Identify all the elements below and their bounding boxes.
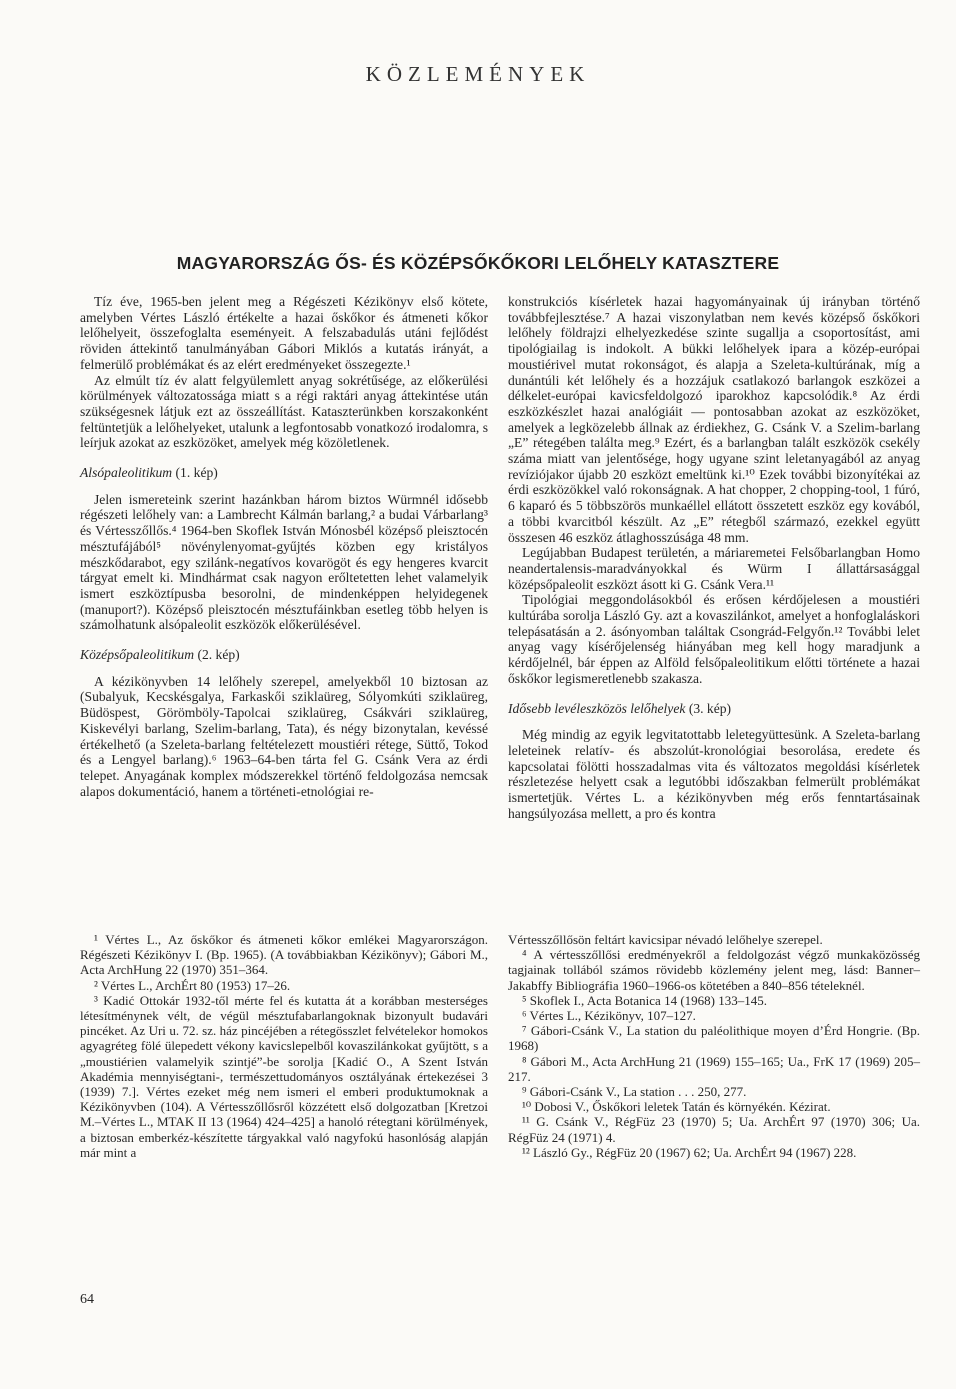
page-number: 64	[80, 1292, 94, 1307]
footnote: ¹¹ G. Csánk V., RégFüz 23 (1970) 5; Ua. ArchÉrt 97 (1970) 306; Ua. RégFüz 24 (1971) 4.	[508, 1114, 920, 1145]
footnotes-left	[80, 932, 488, 1160]
footnote: ¹ Vértes L., Az őskőkor és átmeneti kőkor emlékei Magyarországon. Régészeti Kézikönyv I. (Bp. 1965). (A továbbiakban Kézikönyv); Gábori M., Acta ArchHung 22 (1970) 351–364.	[80, 932, 488, 978]
footnotes-right	[508, 932, 920, 1160]
footnote: Vértesszőllősön feltárt kavicsipar névadó lelőhelye szerepel.	[508, 932, 823, 947]
section-title: Idősebb levéleszközös lelőhelyek	[508, 700, 686, 716]
paragraph: Az elmúlt tíz év alatt felgyülemlett anyag sokrétűsége, az előkerülési körülmények változatossága miatt s a régi raktári anyag áttekintése után szükségesnek látjuk ezt az összeállítást. Kataszterünkben korszakonként feltüntetjük a lelőhelyeket, utalunk a legfontosabb vonatkozó irodalomra, s leírjuk azokat az eszközöket, amelyek még közöletlenek.	[80, 372, 488, 451]
paragraph: Még mindig az egyik legvitatottabb leletegyüttesünk. A Szeleta-barlang leleteinek relatív- és abszolút-kronológiai besorolása, eredete és kapcsolatai fölötti hosszadalmas vita és változatos megoldási kísérletek részletezése helyett csak a legutóbbi időszakban felmerült problémákat ismertetjük. Vértes L. a kézikönyvben még erős fenntartásainak hangsúlyozása mellett, a pro és kontra	[508, 727, 920, 821]
paragraph: Tipológiai meggondolásokból és erősen kérdőjelesen a moustiéri kultúrába sorolja László Gy. azt a kovaszilánkot, amelyet a honfoglaláskori telepásatásán a 2. ásónyomban találtak Csongrád-Felgyőn.¹² További lelet anyag vagy kísérőjelenség hiányában meg kell hogy maradjunk a kérdőjelnél, bár éppen az Alföld felsőpaleolitikum előtti története a hazai őskőkor legismeretlenebb szakasza.	[508, 592, 920, 686]
figure-reference: (3. kép)	[688, 700, 732, 716]
section-heading	[80, 647, 488, 663]
section-heading	[80, 465, 488, 481]
footnote: ⁷ Gábori-Csánk V., La station du paléolithique moyen d’Érd Hongrie. (Bp. 1968)	[508, 1023, 920, 1054]
paragraph: Legújabban Budapest területén, a máriaremetei Felsőbarlangban Homo neandertalensis-maradványokkal és Würm I állattársasággal középsőpaleolit eszközt ásott ki G. Csánk Vera.¹¹	[508, 545, 920, 592]
section-title: Alsópaleolitikum	[80, 465, 173, 481]
paragraph: A kézikönyvben 14 lelőhely szerepel, amelyekből 10 biztosan az (Subalyuk, Kecskésgalya, Farkaskői sziklaüreg, Sólyomkúti sziklaüreg, Büdöspest, Görömböly-Tapolcai sziklaüreg, Csákvári sziklaüreg, Kiskevélyi barlang, Szelim-barlang, Tata), és négy bizonytalan, kevéssé értékelhető (a Szeleta-barlang feltételezett moustiéri rétege, Süttő, Tokod és a Lengyel barlang).⁶ 1963–64-ben tárta fel G. Csánk Vera az érdi telepet. Anyagának komplex módszerekkel történő feldolgozása nemcsak alapos dokumentáció, hanem a történeti-etnológiai re-	[80, 673, 488, 799]
footnote: ² Vértes L., ArchÉrt 80 (1953) 17–26.	[94, 977, 291, 993]
footnote: ³ Kadić Ottokár 1932-től mérte fel és kutatta át a korábban mesterséges létesítménynek vélt, de végül mésztufabarlangoknak bizonyult budavári pincéket. Az Uri u. 72. sz. ház pincéjében a rétegösszlet felvételekor homokos agyagréteg fölé ülepedett vékony kavicslepelből kovaszilánkokat gyűjtött, s a „moustiérien valamelyik szintjé”-be sorolja [Kadić O., A Szent István Akadémia mennyiségtani-, természettudományos osztályának értekezései 3 (1939) 7.]. Vértes ezeket még nem ismeri el emberi produktumoknak a Kézikönyvben (104). A Vértesszőllősről közzétett első dolgozatban [Kretzoi M.–Vértes L., MTAK II 13 (1964) 424–425] a hanoló rétegtani körülmények, a biztosan emberkéz-készítette tárgyakkal való nagyfokú hasonlóság alapján már mint a	[80, 992, 488, 1160]
paragraph: konstrukciós kísérletek hazai hagyományainak új irányban történő továbbfejlesztése.⁷ A hazai viszonylatban nem kevés középső őskőkori lelőhely földrajzi elhelyezkedése szinte sugallja a csoportosítást, ami tipológiailag is indokolt. A bükki lelőhelyek ipara a közép-európai moustiérivel mutat rokonságot, és alapja a Szeleta-kultúrának, míg a dunántúli két lelőhely és a hozzájuk csatlakozó barlangok eszközei a délkelet-európai kavicsfeldolgozó iparokhoz kapcsolódik.⁸ Az érdi eszközkészlet hazai analógiáit — pontosabban azokat az eszközöket, amelyek a legközelebb állnak az érdiekhez, G. Csánk V. a Szelim-barlang „E” rétegében találta meg.⁹ Ezért, és a barlangban talált eszközök csekély száma miatt van jelentősége, hogy ugyane szint leletanyagából az anyag revíziójakor újabb 20 eszközt emeltünk ki.¹⁰ Ezek további bizonyítékai az érdi eszközökkel való rokonságnak. A hat chopper, 2 chopping-tool, 1 fúró, 6 kaparó és 5 többszörös munkaéllel ellátott összetett eszköz egy kovából, a többi kvarcitból készült. Az „E” rétegből származó, ezekkel együtt összesen 46 eszköz átlaghosszúsága 48 mm.	[508, 294, 920, 545]
article-title: MAGYARORSZÁG ŐS- ÉS KÖZÉPSŐKŐKORI LELŐHELY KATASZTERE	[176, 253, 780, 273]
left-column	[80, 294, 488, 799]
footnote: ¹² László Gy., RégFüz 20 (1967) 62; Ua. ArchÉrt 94 (1967) 228.	[522, 1144, 857, 1160]
paragraph: Tíz éve, 1965-ben jelent meg a Régészeti Kézikönyv első kötete, amelyben Vértes László értékelte a hazai őskőkor és átmeneti kőkor lelőhelyeit, összefoglalta eseményeit. A felszabadulás utáni fejlődést röviden áttekintő tanulmányában Gábori Miklós a kutatás irányát, a felmerülő problémákat és az elért eredményeket összegezte.¹	[80, 294, 488, 372]
footnote: ⁵ Skoflek I., Acta Botanica 14 (1968) 133–145.	[522, 992, 767, 1008]
section-title: Középsőpaleolitikum	[80, 647, 195, 663]
footnote: ⁸ Gábori M., Acta ArchHung 21 (1969) 155–165; Ua., FrK 17 (1969) 205–217.	[508, 1053, 920, 1084]
paragraph: Jelen ismereteink szerint hazánkban három biztos Würmnél idősebb régészeti lelőhely van: a Lambrecht Kálmán barlang,² a budai Várbarlang³ és Vértesszőllős.⁴ 1964-ben Skoflek István Mónosbél középső pleisztocén mésztufájából⁵ növénylenyomat-gyűjtés közben egy kristályos mészkődarabot, egy szilánk-negatívos kovarögöt és egy hengeres kvarcit tárgyat emelt ki. Mindhármat csak nagyon erőltetetten lehet valamelyik ismert eszköztípusba besorolni, de mindenképpen helyidegenek (manuport?). Középső pleisztocén mésztufáinkban esetleg több helyen is számolhatunk alsópaleolit eszközök előkerülésével.	[80, 491, 488, 633]
figure-reference: (1. kép)	[175, 465, 218, 481]
footnote: ⁹ Gábori-Csánk V., La station . . . 250, 277.	[522, 1084, 747, 1100]
right-column	[508, 294, 920, 822]
footnote: ¹⁰ Dobosi V., Őskőkori leletek Tatán és környékén. Kézirat.	[522, 1099, 831, 1115]
footnote: ⁴ A vértesszőllősi eredményekről a feldolgozást végző munkaközösség tagjainak tollából számos rövidebb közlemény jelent meg, lásd: Banner–Jakabffy Bibliográfia 1960–1966-os kötetében a 840–856 tételeknél.	[508, 947, 920, 993]
footnote: ⁶ Vértes L., Kézikönyv, 107–127.	[522, 1008, 696, 1024]
section-heading	[508, 701, 920, 717]
figure-reference: (2. kép)	[197, 647, 240, 663]
running-head: KÖZLEMÉNYEK	[365, 62, 591, 86]
